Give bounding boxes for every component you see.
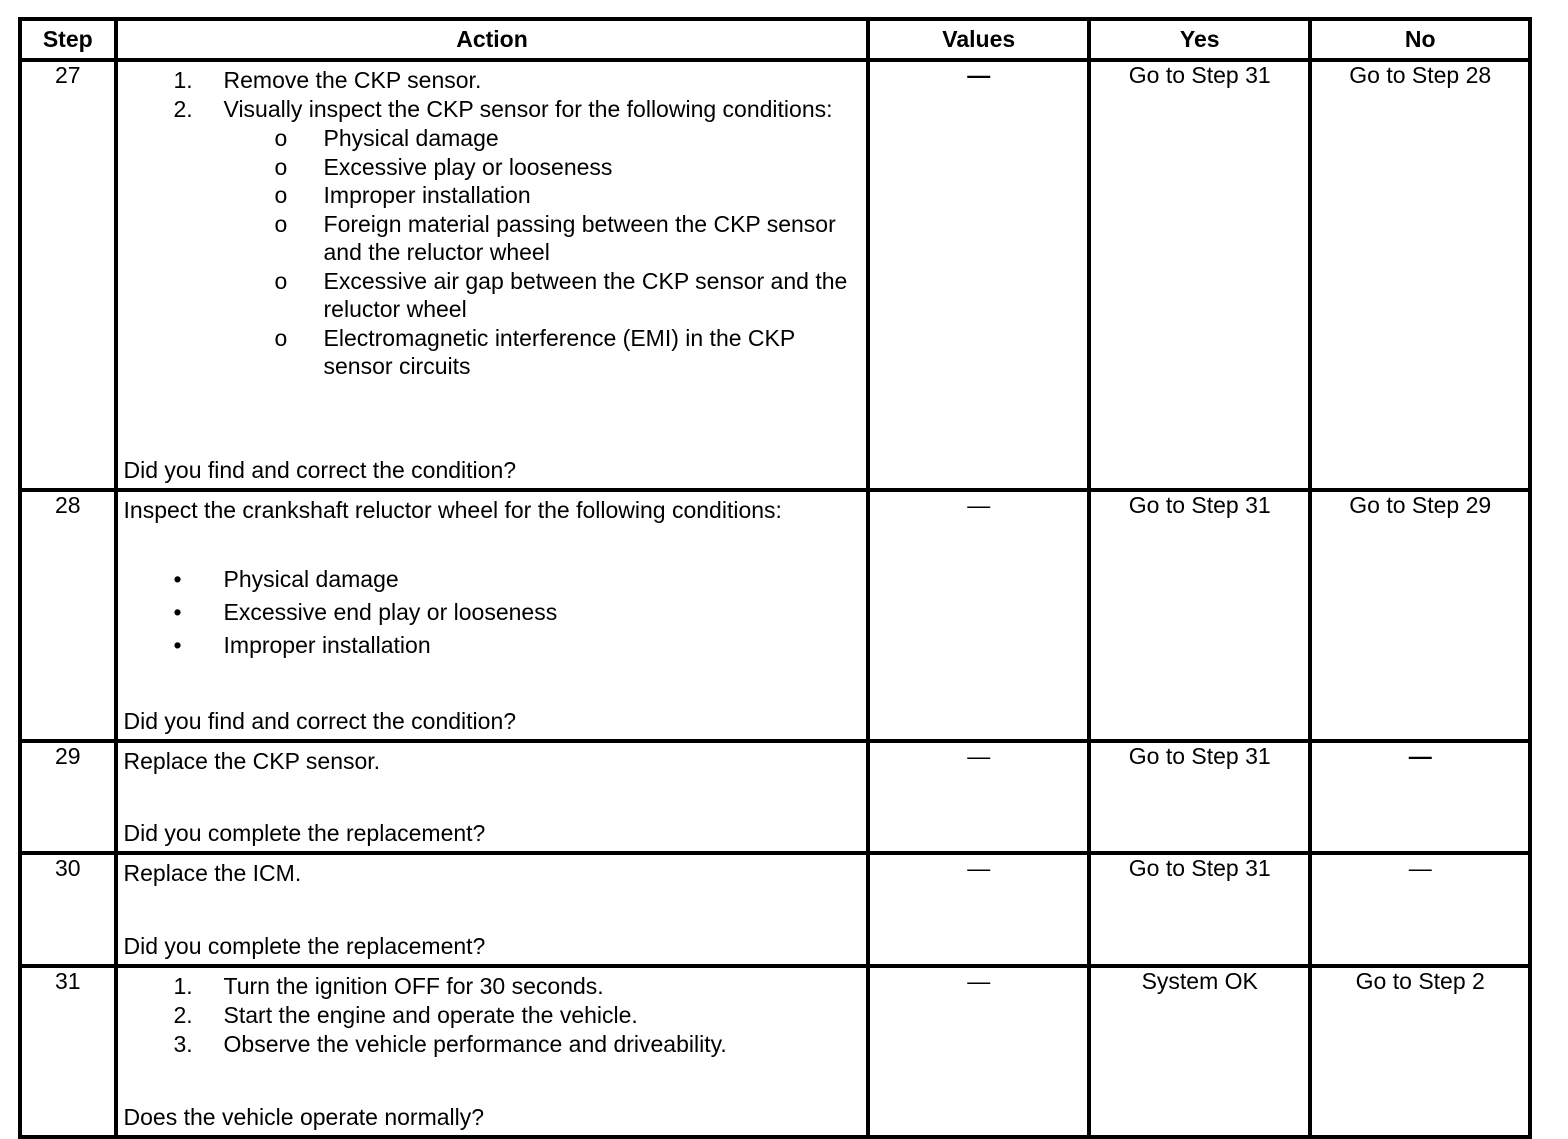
- list-item: • Excessive end play or looseness: [173, 599, 558, 625]
- action-cell: [116, 853, 869, 966]
- action-question: Did you complete the replacement?: [123, 933, 486, 959]
- step-number: 31: [20, 966, 116, 1137]
- list-item: 1. Turn the ignition OFF for 30 seconds.: [173, 973, 604, 999]
- list-item: o Improper installation: [274, 182, 531, 208]
- list-item: • Physical damage: [173, 566, 399, 592]
- action-question: Did you find and correct the condition?: [123, 457, 517, 483]
- action-steps: [124, 66, 861, 381]
- values-cell: —: [868, 966, 1089, 1137]
- no-cell: Go to Step 28: [1310, 60, 1530, 490]
- step-number: 29: [20, 741, 116, 853]
- action-cell: [116, 966, 869, 1137]
- action-intro: Inspect the crankshaft reluctor wheel for the following conditions:: [123, 497, 782, 523]
- action-intro: Replace the CKP sensor.: [123, 748, 381, 774]
- list-item: o Electromagnetic interference (EMI) in the CKP sensor circuits: [274, 324, 795, 379]
- action-question: Does the vehicle operate normally?: [123, 1104, 485, 1130]
- values-cell: —: [868, 60, 1089, 490]
- table-row-step-30: [20, 853, 1530, 966]
- values-cell: —: [868, 490, 1089, 741]
- no-cell: —: [1310, 853, 1530, 966]
- step-number: 27: [20, 60, 116, 490]
- action-cell: [116, 60, 869, 490]
- action-cell: [116, 490, 869, 741]
- header-row: [20, 19, 1530, 60]
- condition-sublist: [224, 124, 861, 381]
- table-row-step-28: [20, 490, 1530, 741]
- header-yes: Yes: [1089, 19, 1311, 60]
- table-row-step-31: [20, 966, 1530, 1137]
- list-item: o Foreign material passing between the CKP sensor and the reluctor wheel: [274, 210, 836, 265]
- list-item: 1. Remove the CKP sensor.: [173, 67, 482, 93]
- list-item: o Excessive air gap between the CKP sensor and the reluctor wheel: [274, 267, 848, 322]
- action-cell: [116, 741, 869, 853]
- list-item: • Improper installation: [173, 632, 431, 658]
- list-item: 3. Observe the vehicle performance and driveability.: [173, 1031, 727, 1057]
- yes-cell: Go to Step 31: [1089, 853, 1311, 966]
- header-action: Action: [116, 19, 869, 60]
- no-cell: Go to Step 2: [1310, 966, 1530, 1137]
- list-item: 2. Visually inspect the CKP sensor for the following conditions: o Physical damage o Excessive play or looseness o Improper installation o Foreign material passing between the CKP sensor and the reluctor wheel o Excessive air gap between the CKP sensor and the reluctor wheel o Electromagnetic interference (EMI) in the CKP sensor circuits: [124, 95, 861, 381]
- action-question: Did you complete the replacement?: [123, 820, 486, 846]
- header-values: Values: [868, 19, 1089, 60]
- header-no: No: [1310, 19, 1530, 60]
- list-item: 2. Start the engine and operate the vehicle.: [173, 1002, 638, 1028]
- values-cell: —: [868, 741, 1089, 853]
- numbered-list: [124, 66, 861, 381]
- table-row-step-27: [20, 60, 1530, 490]
- yes-cell: Go to Step 31: [1089, 490, 1311, 741]
- condition-list: [124, 563, 861, 662]
- step-number: 28: [20, 490, 116, 741]
- action-intro: Replace the ICM.: [123, 860, 302, 886]
- table-row-step-29: [20, 741, 1530, 853]
- list-item: o Physical damage: [274, 125, 499, 151]
- no-cell: —: [1310, 741, 1530, 853]
- yes-cell: Go to Step 31: [1089, 60, 1311, 490]
- numbered-list: [124, 972, 861, 1059]
- yes-cell: System OK: [1089, 966, 1311, 1137]
- yes-cell: Go to Step 31: [1089, 741, 1311, 853]
- step-number: 30: [20, 853, 116, 966]
- header-step: Step: [20, 19, 116, 60]
- no-cell: Go to Step 29: [1310, 490, 1530, 741]
- list-item: o Excessive play or looseness: [274, 153, 613, 180]
- diagnostic-table: [18, 17, 1532, 1139]
- action-question: Did you find and correct the condition?: [123, 708, 517, 734]
- values-cell: —: [868, 853, 1089, 966]
